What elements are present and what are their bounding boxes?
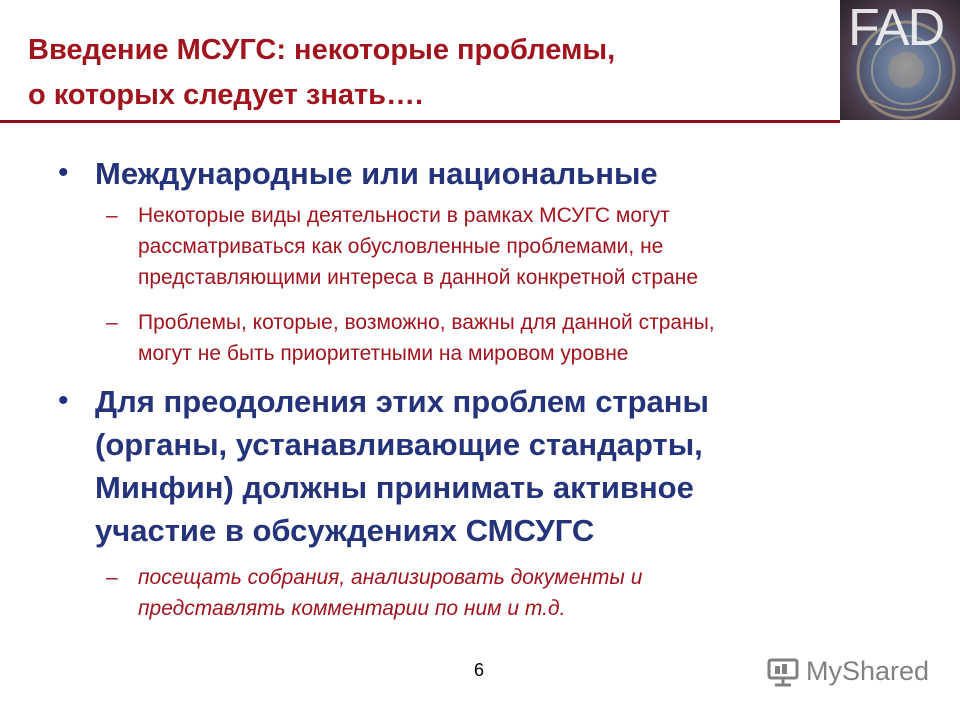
slide-title-line-2: о которых следует знать…. bbox=[28, 79, 424, 111]
subitem-line: рассматриваться как обусловленные проблемами, не bbox=[138, 235, 664, 258]
subitem-1-1 bbox=[138, 200, 898, 293]
bullet-2-line: (органы, устанавливающие стандарты, bbox=[95, 427, 703, 462]
subitem-marker: – bbox=[106, 204, 118, 227]
slide-title-line-1: Введение МСУГС: некоторые проблемы, bbox=[28, 34, 616, 66]
subitem-line: могут не быть приоритетными на мировом уровне bbox=[138, 342, 629, 365]
bullet-2-line: Для преодоления этих проблем страны bbox=[95, 384, 709, 419]
bullet-marker: • bbox=[58, 384, 69, 417]
myshared-watermark bbox=[766, 656, 929, 687]
bullet-2-line: участие в обсуждениях СМСУГС bbox=[95, 513, 595, 548]
subitem-marker: – bbox=[106, 311, 118, 334]
bullet-1-text bbox=[95, 152, 875, 195]
bullet-1-line: Международные или национальные bbox=[95, 156, 658, 191]
subitem-marker: – bbox=[106, 566, 118, 589]
subitem-1-2 bbox=[138, 307, 898, 369]
subitem-line: представляющими интереса в данной конкретной стране bbox=[138, 266, 699, 289]
bullet-2-line: Минфин) должны принимать активное bbox=[95, 470, 694, 505]
subitem-2-1 bbox=[138, 562, 898, 624]
subitem-line: Проблемы, которые, возможно, важны для данной страны, bbox=[138, 311, 715, 334]
slide-title bbox=[28, 28, 828, 118]
fad-logo-text: FAD bbox=[848, 0, 944, 57]
bullet-marker: • bbox=[58, 156, 69, 189]
subitem-line: посещать собрания, анализировать документы и bbox=[138, 566, 643, 589]
subitem-line: представлять комментарии по ним и т.д. bbox=[138, 597, 566, 620]
presentation-board-icon bbox=[766, 657, 800, 687]
title-divider bbox=[0, 120, 840, 123]
subitem-line: Некоторые виды деятельности в рамках МСУГС могут bbox=[138, 204, 670, 227]
page-number: 6 bbox=[474, 660, 485, 680]
fad-logo bbox=[840, 0, 960, 120]
bullet-2-text bbox=[95, 380, 875, 552]
watermark-text: MyShared bbox=[806, 656, 930, 686]
